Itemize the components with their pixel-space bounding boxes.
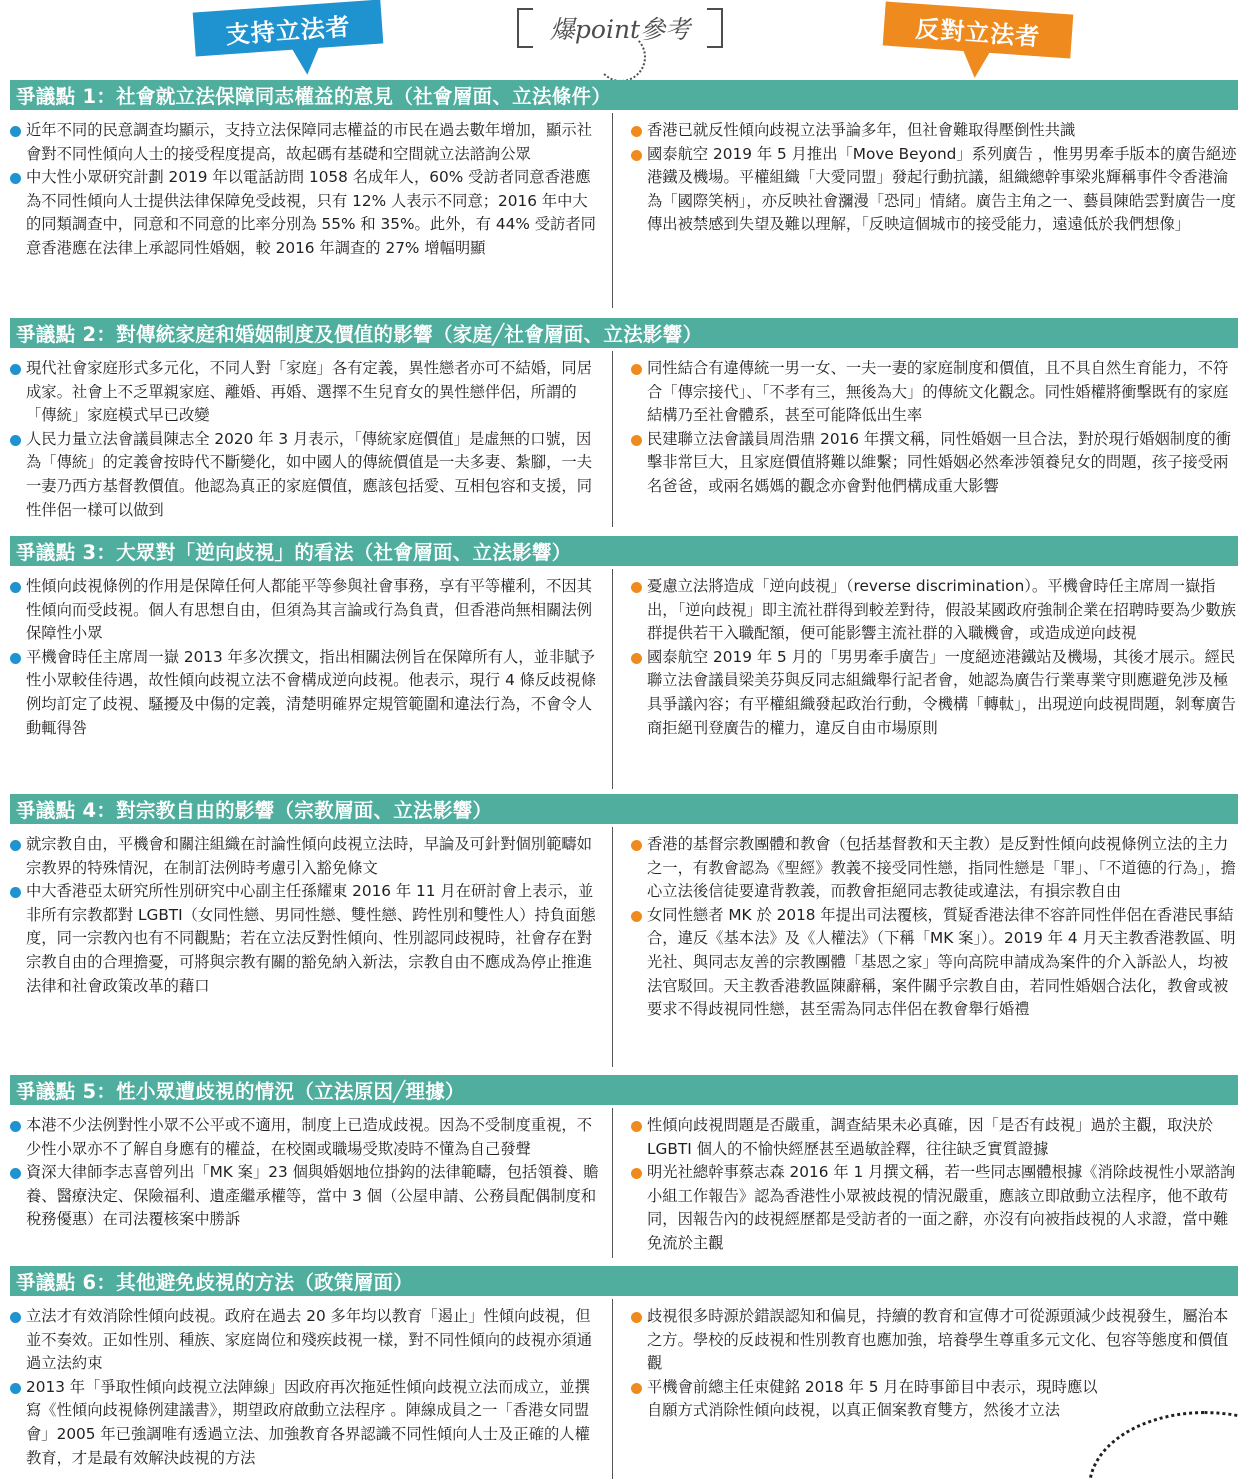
orange-bullet-icon	[631, 1168, 642, 1179]
dotted-curve-decoration	[1088, 1411, 1238, 1479]
support-point-text: 近年不同的民意調查均顯示，支持立法保障同志權益的市民在過去數年增加，顯示社會對不同性傾向人士的接受程度提高，故起碼有基礎和空間就立法諮詢公眾	[26, 121, 592, 163]
blue-bullet-icon	[10, 1168, 21, 1179]
section-5-support-column	[10, 1108, 613, 1258]
oppose-point	[631, 1114, 1238, 1161]
orange-bullet-icon	[631, 364, 642, 375]
blue-bullet-icon	[10, 653, 21, 664]
support-point	[10, 833, 600, 880]
oppose-point-text: 國泰航空 2019 年 5 月的「男男牽手廣告」一度絕迹港鐵站及機場，其後才展示。經民聯立法會議員梁美芬與反同志組織舉行記者會，她認為廣告行業專業守則應避免涉及極具爭議內容；有平權組織發起政治行動，令機構「轉軚」，出現逆向歧視問題，剝奪廣告商拒絕刊登廣告的權力，違反自由市場原則	[647, 647, 1236, 737]
support-point	[10, 1305, 600, 1376]
blue-bullet-icon	[10, 364, 21, 375]
section-1-support-column	[10, 113, 613, 308]
blue-bullet-icon	[10, 1121, 21, 1132]
support-point-text: 現代社會家庭形式多元化，不同人對「家庭」各有定義，異性戀者亦可不結婚，同居成家。社會上不乏單親家庭、離婚、再婚、選擇不生兒育女的異性戀伴侶，所謂的「傳統」家庭模式早已改變	[26, 359, 592, 425]
oppose-tag-pointer	[961, 49, 991, 79]
support-point	[10, 1114, 600, 1161]
section-2-title: 爭議點 2：對傳統家庭和婚姻制度及價值的影響（家庭╱社會層面、立法影響）	[10, 318, 1238, 348]
oppose-point	[631, 1376, 1108, 1423]
section-3-body	[10, 569, 1238, 789]
blue-bullet-icon	[10, 126, 21, 137]
oppose-point-text: 明光社總幹事蔡志森 2016 年 1 月撰文稱，若一些同志團體根據《消除歧視性小眾諮詢小組工作報告》認為香港性小眾被歧視的情況嚴重，應該立即啟動立法程序，他不敢苟同，因報告內的歧視經歷都是受訪者的一面之辭，亦沒有向被指歧視的人求證，當中難免流於主觀	[647, 1163, 1236, 1252]
dotted-ring-decoration	[596, 32, 646, 82]
oppose-point-text: 香港的基督宗教團體和教會（包括基督教和天主教）是反對性傾向歧視條例立法的主力之一，有教會認為《聖經》教義不接受同性戀，指同性戀是「罪」、「不道德的行為」，擔心立法後信徒要違背教義，而教會拒絕同志教徒或違法，有損宗教自由	[647, 835, 1236, 901]
support-tag-pointer	[291, 46, 321, 76]
blue-bullet-icon	[10, 582, 21, 593]
oppose-point	[631, 1305, 1238, 1376]
oppose-point-text: 香港已就反性傾向歧視立法爭論多年，但社會難取得壓倒性共識	[647, 121, 1076, 139]
support-side-label: 支持立法者	[224, 12, 352, 49]
section-5-oppose-column	[614, 1108, 1238, 1258]
oppose-point	[631, 143, 1238, 237]
section-1-oppose-column	[614, 113, 1238, 308]
oppose-point	[631, 1161, 1238, 1255]
section-3-oppose-column	[614, 569, 1238, 789]
section-5-title: 爭議點 5：性小眾遭歧視的情況（立法原因╱理據）	[10, 1075, 1238, 1105]
section-1-body	[10, 113, 1238, 308]
orange-bullet-icon	[631, 150, 642, 161]
oppose-point-text: 國泰航空 2019 年 5 月推出「Move Beyond」系列廣告 ，惟男男牽手版本的廣告絕迹港鐵及機場。平權組織「大愛同盟」發起行動抗議，組織總幹事梁兆輝稱事件令香港淪為「國際笑柄」，亦反映社會瀰漫「恐同」情緒。廣告主角之一、藝員陳皓雲對廣告一度傳出被禁感到失望及難以理解，「反映這個城市的接受能力，遠遠低於我們想像」	[647, 144, 1237, 234]
blue-bullet-icon	[10, 173, 21, 184]
support-point-text: 中大香港亞太研究所性別研究中心副主任孫耀東 2016 年 11 月在研討會上表示，並非所有宗教都對 LGBTI（女同性戀、男同性戀、雙性戀、跨性別和雙性人）持負面態度，同一宗教內也有不同觀點；若在立法反對性傾向、性別認同歧視時，社會存在對宗教自由的合理擔憂，可將與宗教有關的豁免納入新法，宗教自由不應成為停止推進法律和社會政策改革的藉口	[26, 882, 596, 995]
support-point	[10, 575, 600, 646]
orange-bullet-icon	[631, 911, 642, 922]
section-2-oppose-column	[614, 351, 1238, 527]
oppose-side-label: 反對立法者	[914, 14, 1042, 51]
point-reference-text: 爆point參考	[549, 15, 691, 44]
orange-bullet-icon	[631, 840, 642, 851]
orange-bullet-icon	[631, 1383, 642, 1394]
orange-bullet-icon	[631, 1312, 642, 1323]
orange-bullet-icon	[631, 582, 642, 593]
orange-bullet-icon	[631, 1121, 642, 1132]
oppose-point	[631, 646, 1238, 740]
section-5-body	[10, 1108, 1238, 1258]
oppose-point-text: 歧視很多時源於錯誤認知和偏見，持續的教育和宣傳才可從源頭減少歧視發生，屬治本之方。學校的反歧視和性別教育也應加強，培養學生尊重多元文化、包容等態度和價值觀	[647, 1307, 1229, 1373]
section-2-body	[10, 351, 1238, 527]
support-point-text: 2013 年「爭取性傾向歧視立法陣線」因政府再次拖延性傾向歧視立法而成立，並撰寫《性傾向歧視條例建議書》，期望政府啟動立法程序 。陣線成員之一「香港女同盟會」2005 年已強調唯有透過立法、加強教育各界認識不同性傾向人士及正確的人權教育，才是最有效解決歧視的方法	[26, 1377, 590, 1467]
support-point	[10, 357, 600, 428]
left-bracket-icon	[517, 8, 533, 48]
oppose-point	[631, 904, 1238, 1022]
oppose-point-text: 性傾向歧視問題是否嚴重，調查結果未必真確，因「是否有歧視」過於主觀，取決於 LGBTI 個人的不愉快經歷甚至過敏詮釋，往往缺乏實質證據	[647, 1116, 1213, 1158]
section-6-title: 爭議點 6：其他避免歧視的方法（政策層面）	[10, 1266, 1238, 1296]
oppose-side-tag	[883, 1, 1074, 58]
support-point	[10, 119, 600, 166]
orange-bullet-icon	[631, 653, 642, 664]
section-6-support-column	[10, 1299, 613, 1479]
oppose-point	[631, 428, 1238, 499]
support-point-text: 人民力量立法會議員陳志全 2020 年 3 月表示，「傳統家庭價值」是虛無的口號，因為「傳統」的定義會按時代不斷變化，如中國人的傳統價值是一夫多妻、紮腳，一夫一妻乃西方基督教價值。他認為真正的家庭價值，應該包括愛、互相包容和支援，同性伴侶一樣可以做到	[26, 429, 592, 519]
support-point	[10, 1161, 600, 1232]
section-4-body	[10, 827, 1238, 1067]
support-side-tag	[193, 0, 384, 57]
oppose-point	[631, 833, 1238, 904]
oppose-point	[631, 357, 1238, 428]
support-point	[10, 428, 600, 522]
blue-bullet-icon	[10, 1312, 21, 1323]
section-6-body	[10, 1299, 1238, 1479]
support-point-text: 平機會時任主席周一嶽 2013 年多次撰文，指出相關法例旨在保障所有人，並非賦予性小眾較佳待遇，故性傾向歧視立法不會構成逆向歧視。他表示，現行 4 條反歧視條例均訂定了歧視、騷擾及中傷的定義，清楚明確界定規管範圍和違法行為，不會令人動輒得咎	[26, 647, 597, 737]
section-1-title: 爭議點 1：社會就立法保障同志權益的意見（社會層面、立法條件）	[10, 80, 1238, 110]
support-point-text: 立法才有效消除性傾向歧視。政府在過去 20 多年均以教育「遏止」性傾向歧視，但並不奏效。正如性別、種族、家庭崗位和殘疾歧視一樣，對不同性傾向的歧視亦須通過立法約束	[26, 1307, 592, 1373]
oppose-point	[631, 575, 1238, 646]
support-point	[10, 1376, 600, 1470]
support-point-text: 就宗教自由，平機會和關注組織在討論性傾向歧視立法時，早論及可針對個別範疇如宗教界的特殊情況，在制訂法例時考慮引入豁免條文	[26, 835, 592, 877]
support-point-text: 中大性小眾研究計劃 2019 年以電話訪問 1058 名成年人，60% 受訪者同意香港應為不同性傾向人士提供法律保障免受歧視，只有 12% 人表示不同意；2016 年中大的同類調查中，同意和不同意的比率分別為 55% 和 35%。此外，有 44% 受訪者同意香港應在法律上承認同性婚姻，較 2016 年調查的 27% 增幅明顯	[26, 168, 596, 257]
support-point	[10, 880, 600, 998]
blue-bullet-icon	[10, 887, 21, 898]
support-point	[10, 166, 600, 260]
support-point-text: 本港不少法例對性小眾不公平或不適用，制度上已造成歧視。因為不受制度重視，不少性小眾亦不了解自身應有的權益，在校園或職場受欺凌時不懂為自己發聲	[26, 1116, 592, 1158]
section-4-oppose-column	[614, 827, 1238, 1067]
section-3-support-column	[10, 569, 613, 789]
section-2-support-column	[10, 351, 613, 527]
support-point	[10, 646, 600, 740]
oppose-point	[631, 119, 1238, 143]
section-4-support-column	[10, 827, 613, 1067]
right-bracket-icon	[707, 8, 723, 48]
oppose-point-text: 女同性戀者 MK 於 2018 年提出司法覆核，質疑香港法律不容許同性伴侶在香港民事結合，違反《基本法》及《人權法》（下稱「MK 案」）。2019 年 4 月天主教香港教區、明光社、與同志友善的宗教團體「基恩之家」等向高院申請成為案件的介入訴訟人，均被法官駁回。天主教香港教區陳辭稱，案件關乎宗教自由，若同性婚姻合法化，教會或被要求不得歧視同性戀，甚至需為同志伴侶在教會舉行婚禮	[647, 905, 1236, 1019]
oppose-point-text: 同性結合有違傳統一男一女、一夫一妻的家庭制度和價值，且不具自然生育能力，不符合「傳宗接代」、「不孝有三，無後為大」的傳統文化觀念。同性婚權將衝擊既有的家庭結構乃至社會體系，甚至可能降低出生率	[647, 359, 1229, 425]
orange-bullet-icon	[631, 435, 642, 446]
blue-bullet-icon	[10, 435, 21, 446]
support-point-text: 性傾向歧視條例的作用是保障任何人都能平等參與社會事務，享有平等權利，不因其性傾向而受歧視。個人有思想自由，但須為其言論或行為負責，但香港尚無相關法例保障性小眾	[26, 577, 592, 643]
section-3-title: 爭議點 3：大眾對「逆向歧視」的看法（社會層面、立法影響）	[10, 536, 1238, 566]
orange-bullet-icon	[631, 126, 642, 137]
oppose-point-text: 憂慮立法將造成「逆向歧視」（reverse discrimination）。平機會時任主席周一嶽指出，「逆向歧視」即主流社群得到較差對待，假設某國政府強制企業在招聘時要為少數族群提供若干入職配額，便可能影響主流社群的入職機會，或造成逆向歧視	[647, 577, 1236, 643]
section-4-title: 爭議點 4：對宗教自由的影響（宗教層面、立法影響）	[10, 794, 1238, 824]
support-point-text: 資深大律師李志喜曾列出「MK 案」23 個與婚姻地位掛鈎的法律範疇，包括領養、贍養、醫療決定、保險福利、遺產繼承權等，當中 3 個（公屋申請、公務員配偶制度和稅務優惠）在司法覆核案中勝訴	[26, 1163, 599, 1229]
oppose-point-text: 平機會前總主任束健銘 2018 年 5 月在時事節目中表示，現時應以自願方式消除性傾向歧視，以真正個案教育雙方，然後才立法	[647, 1377, 1098, 1420]
oppose-point-text: 民建聯立法會議員周浩鼎 2016 年撰文稱，同性婚姻一旦合法，對於現行婚姻制度的衝擊非常巨大，且家庭價值將難以維繫；同性婚姻必然牽涉領養兒女的問題，孩子接受兩名爸爸，或兩名媽媽的觀念亦會對他們構成重大影響	[647, 429, 1232, 495]
blue-bullet-icon	[10, 840, 21, 851]
blue-bullet-icon	[10, 1383, 21, 1394]
